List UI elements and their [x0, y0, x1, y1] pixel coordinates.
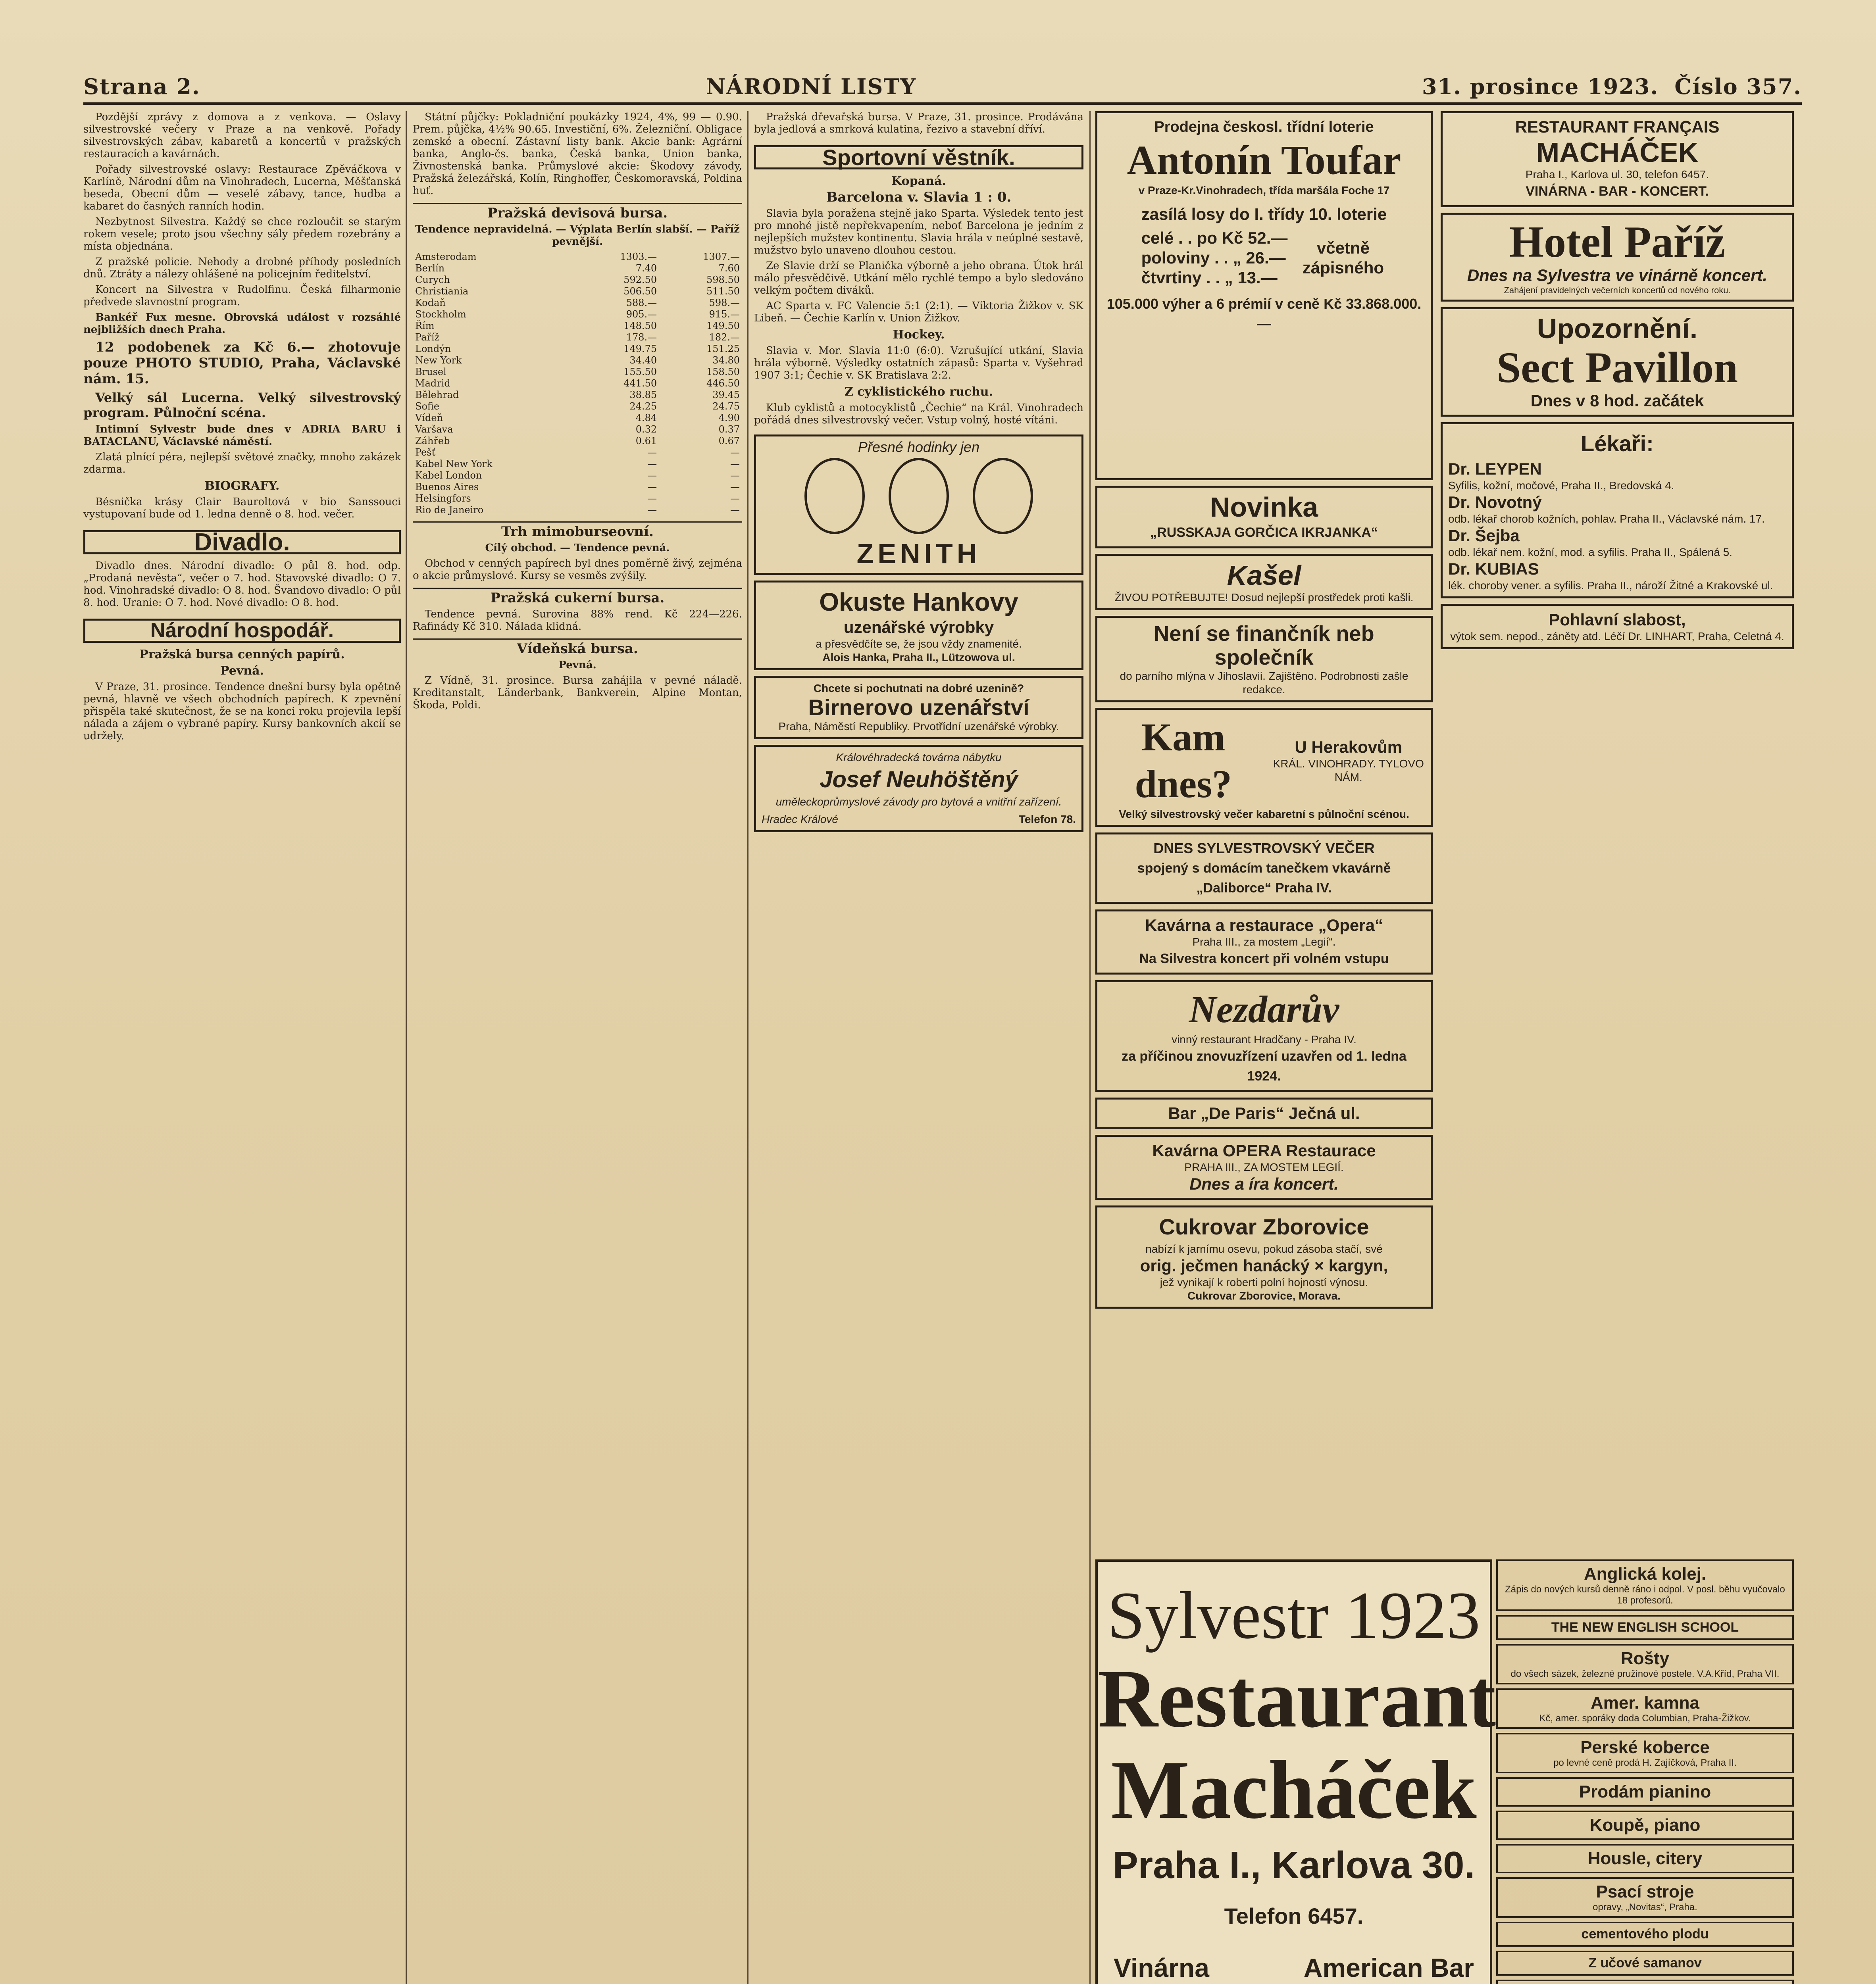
- classified-box: [1496, 1951, 1794, 1976]
- trh-sub: Cílý obchod. — Tendence pevná.: [485, 542, 670, 554]
- table-cell: Helsingfors: [415, 493, 471, 504]
- column-divider: [406, 111, 407, 1984]
- table-row: [413, 251, 742, 263]
- poh-title: Pohlavní slabost,: [1549, 610, 1686, 629]
- classified-ad: Velký sál Lucerna. Velký silvestrovský program. Půlnoční scéna.: [83, 390, 401, 420]
- sylvestr-line-1: Sylvestr 1923: [1107, 1578, 1480, 1653]
- cukr-heading: Pražská cukerní bursa.: [413, 588, 742, 604]
- table-cell: 1303.—: [620, 251, 657, 262]
- sport-heading: Sportovní věstník.: [754, 145, 1083, 169]
- toufar-price-block: [1103, 228, 1425, 288]
- table-cell: 149.50: [706, 320, 740, 331]
- neuh-footer: [762, 813, 1076, 826]
- table-row: [413, 343, 742, 355]
- table-cell: 0.37: [718, 424, 740, 435]
- ads-column-a: [1095, 111, 1433, 1314]
- opera-ad: [1095, 909, 1433, 975]
- neuh-city: Hradec Králové: [762, 813, 838, 825]
- sylvestr-line-2: Restaurant: [1098, 1653, 1496, 1745]
- table-cell: 7.60: [718, 263, 740, 274]
- classified-box: [1496, 1922, 1794, 1947]
- doctor-name: Dr. Šejba: [1448, 526, 1520, 545]
- cyklo-text: Klub cyklistů a motocyklistů „Čechie“ na Král. Vinohradech pořádá dnes silvestrovský večer. Vstup volný, hosté vítáni.: [754, 402, 1083, 426]
- table-cell: Paříž: [415, 332, 440, 343]
- hospodar-text: V Praze, 31. prosince. Tendence dnešní bursy byla opětně pevná, hlavně ve všech obchodních papírech. K zpevnění přispěla také skutečnost, že se na konci roku projevila lepší nálada a zájem o vybrané papíry. Kursy bankovních akcií se udržely.: [83, 681, 401, 742]
- classified-ad: Intimní Sylvestr bude dnes v ADRIA BARU i BATACLANU, Václavské náměstí.: [83, 423, 401, 448]
- housle-title: Housle, citery: [1587, 1849, 1703, 1868]
- bursa-text: Státní půjčky: Pokladniční poukázky 1924, 4%, 99 — 0.90. Prem. půjčka, 4½% 90.65. Investiční, 6%. Železniční. Obligace zemské a obecní. Zástavní listy bank. Akcie bank: Agrární banka, Anglo-čs. banka, Česká banka, Union banka, Živnostenská banka. Průmyslové akcie: Škodovy závody, Pražská železářská, Kolín, Ringhoffer, Českomoravská, Poldina huť.: [413, 111, 742, 197]
- table-row: [413, 355, 742, 366]
- table-cell: 7.40: [635, 263, 657, 274]
- sylvestr-services: [1098, 1953, 1490, 1983]
- news-paragraph: Nezbytnost Silvestra. Každý se chce rozloučit se starým rokem vesele; proto jsou všechny sály předem rozebrány a místa objednána.: [83, 216, 401, 252]
- classified-box: [1496, 1980, 1794, 1984]
- toufar-ad: [1095, 111, 1433, 480]
- birner-head: Chcete si pochutnati na dobré uzenině?: [813, 682, 1024, 694]
- classified-box: [1496, 1644, 1794, 1684]
- toufar-address: v Praze-Kr.Vinohradech, třída maršála Foche 17: [1138, 184, 1390, 196]
- toufar-price-row: poloviny . . „ 26.—: [1141, 248, 1286, 267]
- kam-text: Velký silvestrovský večer kabaretní s půlnoční scénou.: [1119, 808, 1409, 820]
- table-cell: Buenos Aires: [415, 481, 479, 492]
- table-cell: Brusel: [415, 366, 446, 377]
- sport-subheading: Kopaná.: [891, 174, 946, 188]
- toufar-win: 105.000 výher a 6 prémií v ceně Kč 33.868.000.—: [1106, 296, 1422, 332]
- sylvestr-restaurant-ad: [1095, 1559, 1496, 1984]
- doctor-name: Dr. Novotný: [1448, 493, 1542, 511]
- table-cell: 24.25: [629, 401, 657, 412]
- table-cell: 182.—: [709, 332, 740, 343]
- classified-box: [1496, 1733, 1794, 1773]
- koupe-title: Koupě, piano: [1589, 1815, 1701, 1835]
- table-cell: 148.50: [623, 320, 657, 331]
- sylvestr-address: Praha I., Karlova 30.: [1112, 1844, 1475, 1886]
- table-cell: 155.50: [623, 366, 657, 377]
- amer-title: Amer. kamna: [1591, 1693, 1699, 1713]
- sylvestr-line-3: Macháček: [1111, 1744, 1477, 1836]
- classified-box: [1496, 1615, 1794, 1640]
- doctor-name: Dr. LEYPEN: [1448, 459, 1542, 478]
- hotel-pariz-ad: [1441, 213, 1794, 302]
- table-cell: —: [730, 458, 740, 469]
- table-row: [413, 378, 742, 389]
- watch-icon: [762, 458, 1076, 534]
- hotel-title: Hotel Paříž: [1509, 217, 1726, 267]
- hankovy-ad: [754, 581, 1083, 670]
- table-cell: Kabel New York: [415, 458, 493, 469]
- table-row: [413, 297, 742, 309]
- sport-results: AC Sparta v. FC Valencie 5:1 (2:1). — Víktoria Žižkov v. SK Libeň. — Čechie Karlín v. Union Žižkov.: [754, 300, 1083, 324]
- hockey-heading: Hockey.: [893, 328, 945, 342]
- kam-info: [1272, 737, 1425, 784]
- classified-box: [1496, 1559, 1794, 1611]
- table-cell: —: [730, 447, 740, 458]
- table-row: [413, 447, 742, 458]
- toufar-price-row: celé . . po Kč 52.—: [1141, 229, 1288, 247]
- table-cell: 24.75: [712, 401, 740, 412]
- franc-sub: VINÁRNA - BAR - KONCERT.: [1526, 184, 1709, 199]
- nezdaru-text: vinný restaurant Hradčany - Praha IV.: [1172, 1033, 1356, 1046]
- table-cell: —: [647, 470, 657, 481]
- sylvestr-vinarna: Vinárna: [1114, 1953, 1209, 1982]
- column-divider: [1089, 111, 1091, 1984]
- table-cell: Záhřeb: [415, 435, 450, 446]
- sport-text: Slavia byla poražena stejně jako Sparta. Výsledek tento jest pro mnohé jistě nepřekvapením, neboť Barcelona je jedním z nejlepších mužstev kontinentu. Slavia hrála v neúplné sestavě, mužstvo bylo unaveno dlouhou cestou.: [754, 208, 1083, 256]
- birner-text: Praha, Náměstí Republiky. Prvotřídní uzenářské výrobky.: [778, 720, 1059, 732]
- biography-text: Bésnička krásy Clair Bauroltová v bio Sanssouci vystupovaní bude od 1. ledna denně o 8. hod. večer.: [83, 496, 401, 520]
- table-cell: Rio de Janeiro: [415, 504, 484, 515]
- birner-ad: [754, 676, 1083, 739]
- table-cell: Bělehrad: [415, 389, 459, 400]
- doctor-text: odb. lékař chorob kožních, pohlav. Praha II., Václavské nám. 17.: [1448, 513, 1765, 525]
- table-cell: 151.25: [706, 343, 740, 354]
- table-row: [413, 320, 742, 332]
- birner-title: Birnerovo uzenářství: [808, 695, 1029, 720]
- opera-text: Praha III., za mostem „Legií“.: [1192, 936, 1336, 948]
- table-cell: 39.45: [712, 389, 740, 400]
- table-cell: 588.—: [626, 297, 657, 308]
- franc-address: Praha I., Karlova ul. 30, telefon 6457.: [1525, 168, 1709, 181]
- news-column-1: [83, 111, 401, 1984]
- table-row: [413, 366, 742, 378]
- table-row: [413, 389, 742, 401]
- opera2-dnes: Dnes a íra koncert.: [1189, 1175, 1339, 1193]
- table-cell: —: [730, 470, 740, 481]
- table-cell: Pešť: [415, 447, 436, 458]
- viden-text: Z Vídně, 31. prosince. Bursa zahájila v pevné náladě. Kreditanstalt, Länderbank, Bankverein, Alpine Montan, Škoda, Poldi.: [413, 675, 742, 711]
- perse-title: Perské koberce: [1580, 1738, 1710, 1757]
- sylvestr-telephone: Telefon 6457.: [1224, 1903, 1364, 1928]
- table-cell: —: [647, 504, 657, 515]
- nezdaru-sub: za příčinou znovuzřízení uzavřen od 1. ledna 1924.: [1122, 1049, 1407, 1084]
- doctor-text: odb. lékař nem. kožní, mod. a syfilis. Praha II., Spálená 5.: [1448, 546, 1732, 558]
- table-cell: 446.50: [706, 378, 740, 389]
- table-row: [413, 424, 742, 435]
- angl-text: Zápis do nových kursů denně ráno i odpol. V posl. běhu vyučovalo 18 profesorů.: [1505, 1584, 1785, 1606]
- cement-title: cementového plodu: [1581, 1926, 1709, 1942]
- classified-ad: 12 podobenek za Kč 6.— zhotovuje pouze PHOTO STUDIO, Praha, Václavské nám. 15.: [83, 339, 401, 387]
- table-cell: Řím: [415, 320, 435, 331]
- zenith-brand: ZENITH: [856, 538, 981, 569]
- dnes-text: spojený s domácím tanečkem vkavárně „Daliborce“ Praha IV.: [1137, 861, 1391, 896]
- neni-title: Není se finančník neb společník: [1154, 622, 1374, 669]
- classified-ad: Zlatá plnící péra, nejlepší světové značky, mnoho zakázek zdarma.: [83, 451, 401, 475]
- table-cell: 905.—: [626, 309, 657, 320]
- zbor-sign: Cukrovar Zborovice, Morava.: [1187, 1290, 1341, 1302]
- hospodar-heading: Národní hospodář.: [83, 619, 401, 643]
- pohlavni-ad: [1441, 604, 1794, 649]
- news-paragraph: Z pražské policie. Nehody a drobné příhody posledních dnů. Ztráty a nálezy ohlášené na policejním ředitelství.: [83, 256, 401, 280]
- toufar-prices: [1141, 228, 1288, 288]
- kam-row: [1103, 714, 1425, 807]
- table-cell: 511.50: [706, 286, 740, 297]
- trh-text: Obchod v cenných papírech byl dnes poměrně živý, zejména o akcie průmyslové. Kursy se vesměs zvýšily.: [413, 558, 742, 582]
- zbor-title: Cukrovar Zborovice: [1159, 1214, 1369, 1239]
- table-cell: 441.50: [623, 378, 657, 389]
- table-row: [413, 286, 742, 297]
- table-row: [413, 412, 742, 424]
- table-row: [413, 332, 742, 343]
- table-cell: Madrid: [415, 378, 450, 389]
- table-row: [413, 470, 742, 481]
- table-cell: 598.50: [706, 274, 740, 285]
- sylvestr-bar: American Bar: [1303, 1953, 1474, 1982]
- viden-heading: Vídeňská bursa.: [413, 638, 742, 655]
- table-row: [413, 263, 742, 274]
- dnes-title: DNES SYLVESTROVSKÝ VEČER: [1153, 840, 1375, 856]
- divadlo-text: Divadlo dnes. Národní divadlo: O půl 8. hod. odp. „Prodaná nevěsta“, večer o 7. hod. Stavovské divadlo: O 7. hod. Vinohradské divadlo: O 8. hod. Švandovo divadlo: O půl 8. hod. Uranie: O 7. hod. Nové divadlo: O 8. hod.: [83, 560, 401, 609]
- psaci-text: opravy, „Novitas“, Praha.: [1593, 1902, 1697, 1913]
- table-cell: 178.—: [626, 332, 657, 343]
- table-cell: 34.80: [712, 355, 740, 366]
- amer-text: Kč, amer. sporáky doda Columbian, Praha-Žižkov.: [1539, 1713, 1751, 1724]
- hospodar-subheading: Pražská bursa cenných papírů.: [139, 648, 345, 661]
- upoz-title: Upozornění.: [1537, 313, 1698, 344]
- table-row: [413, 435, 742, 447]
- table-cell: 598.—: [709, 297, 740, 308]
- devisa-heading: Pražská devisová bursa.: [413, 203, 742, 219]
- table-row: [413, 309, 742, 320]
- lekari-ad: [1441, 422, 1794, 598]
- table-cell: Varšava: [415, 424, 453, 435]
- header-date-issue: [1422, 74, 1802, 99]
- sport-text-2: Ze Slavie drží se Planička výborně a jeho obrana. Útok hrál málo přesvědčivě. Utkání mělo rychlé tempo a bylo sledováno velkým počtem diváků.: [754, 260, 1083, 296]
- table-cell: Stockholm: [415, 309, 466, 320]
- table-cell: 149.75: [623, 343, 657, 354]
- divadlo-heading: Divadlo.: [83, 530, 401, 554]
- table-row: [413, 401, 742, 412]
- neuh-text-2: uměleckoprůmyslové závody pro bytová a vnitřní zařízení.: [775, 796, 1062, 808]
- toufar-text: zasílá losy do I. třídy 10. loterie: [1141, 205, 1387, 223]
- hankovy-name: Alois Hanka, Praha II., Lützowova ul.: [822, 651, 1015, 663]
- ads-column-b: [1441, 111, 1794, 655]
- opera-title: Kavárna a restaurace „Opera“: [1145, 916, 1383, 934]
- table-row: [413, 493, 742, 504]
- table-cell: —: [730, 481, 740, 492]
- small-classified-ads: [1496, 1559, 1794, 1984]
- psaci-title: Psací stroje: [1596, 1882, 1694, 1901]
- table-cell: —: [647, 481, 657, 492]
- table-cell: 4.84: [635, 412, 657, 423]
- franc-title: RESTAURANT FRANÇAIS: [1515, 117, 1720, 136]
- doctor-text: Syfilis, kožní, močové, Praha II., Bredovská 4.: [1448, 479, 1674, 492]
- toufar-top: Prodejna českosl. třídní loterie: [1154, 119, 1374, 135]
- table-cell: Christiania: [415, 286, 469, 297]
- neuh-text-1: Královéhradecká továrna nábytku: [836, 751, 1002, 763]
- hankovy-text: a přesvědčíte se, že jsou vždy znamenité.: [816, 638, 1022, 650]
- table-cell: Kabel London: [415, 470, 482, 481]
- news-paragraph: Koncert na Silvestra v Rudolfinu. Česká filharmonie předvede slavnostní program.: [83, 284, 401, 308]
- kasel-ad: [1095, 554, 1433, 610]
- zucov-title: Z učové samanov: [1588, 1955, 1702, 1971]
- table-cell: 915.—: [709, 309, 740, 320]
- hospodar-tendency: Pevná.: [220, 664, 264, 678]
- classified-box: [1496, 1811, 1794, 1840]
- dnes-ad: [1095, 832, 1433, 904]
- table-cell: 0.67: [718, 435, 740, 446]
- nezdaru-title: Nezdarův: [1189, 988, 1339, 1030]
- angl-title: Anglická kolej.: [1584, 1564, 1707, 1584]
- sylvestr-body: [1098, 1562, 1496, 1984]
- table-cell: 0.32: [635, 424, 657, 435]
- table-cell: —: [647, 447, 657, 458]
- table-cell: Sofie: [415, 401, 440, 412]
- wood-market-text: Pražská dřevařská bursa. V Praze, 31. prosince. Prodávána byla jedlová a smrková kulatina, řezivo a stavební dříví.: [754, 111, 1083, 135]
- francais-ad: [1441, 111, 1794, 207]
- kasel-title: Kašel: [1227, 560, 1301, 591]
- table-cell: Berlín: [415, 263, 445, 274]
- neuhostene-ad: [754, 745, 1083, 832]
- trh-heading: Trh mimoburseovní.: [413, 521, 742, 538]
- new-english-title: THE NEW ENGLISH SCHOOL: [1551, 1620, 1739, 1635]
- kasel-text: ŽIVOU POTŘEBUJTE! Dosud nejlepší prostředek proti kašli.: [1114, 591, 1414, 604]
- classified-box: [1496, 1688, 1794, 1729]
- zbor-text-2: jež vynikají k roberti polní hojností výnosu.: [1160, 1276, 1368, 1288]
- table-cell: 34.40: [629, 355, 657, 366]
- sect-sub: Dnes v 8 hod. začátek: [1530, 391, 1704, 410]
- opera2-sub: PRAHA III., ZA MOSTEM LEGIÍ.: [1184, 1161, 1344, 1173]
- table-cell: 592.50: [623, 274, 657, 285]
- hotel-text: Zahájení pravidelných večerních koncertů od nového roku.: [1504, 285, 1731, 295]
- neuh-tel: Telefon 78.: [1018, 813, 1076, 825]
- biography-heading: BIOGRAFY.: [204, 479, 280, 493]
- opera2-ad: [1095, 1135, 1433, 1200]
- zenith-ad: [754, 434, 1083, 575]
- doctor-name: Dr. KUBIAS: [1448, 559, 1539, 578]
- table-cell: Curych: [415, 274, 450, 285]
- novinka-title: Novinka: [1210, 492, 1318, 523]
- hankovy-title: Okuste Hankovy: [819, 588, 1018, 616]
- prodam-title: Prodám pianino: [1579, 1782, 1711, 1801]
- neuh-name: Josef Neuhöštěný: [820, 767, 1018, 792]
- neni-text: do parního mlýna v Jihoslavii. Zajištěno. Podrobnosti zašle redakce.: [1120, 670, 1408, 696]
- table-row: [413, 274, 742, 286]
- opera-sub: Na Silvestra koncert při volném vstupu: [1139, 951, 1389, 966]
- doctor-text: lék. choroby vener. a syfilis. Praha II., nároží Žitné a Krakovské ul.: [1448, 579, 1773, 592]
- sport-match: Barcelona v. Slavia 1 : 0.: [826, 189, 1012, 205]
- classified-box: [1496, 1777, 1794, 1807]
- table-cell: 506.50: [623, 286, 657, 297]
- table-cell: —: [730, 504, 740, 515]
- table-cell: —: [647, 458, 657, 469]
- kam-dnes-ad: [1095, 708, 1433, 827]
- opera2-title: Kavárna OPERA Restaurace: [1152, 1141, 1376, 1160]
- paris-title: Bar „De Paris“ Ječná ul.: [1168, 1104, 1360, 1123]
- issue-date: 31. prosince 1923.: [1422, 74, 1659, 99]
- kam-sub: KRÁL. VINOHRADY. TYLOVO NÁM.: [1273, 757, 1424, 783]
- lekari-title: Lékaři:: [1581, 431, 1654, 456]
- novinka-ad: [1095, 486, 1433, 548]
- table-cell: 38.85: [629, 389, 657, 400]
- news-column-3: [754, 111, 1083, 1984]
- table-cell: 158.50: [706, 366, 740, 377]
- classified-box: [1496, 1877, 1794, 1918]
- sect-ad: [1441, 307, 1794, 417]
- page-number: Strana 2.: [83, 74, 200, 99]
- neni-ad: [1095, 616, 1433, 702]
- classified-ad: Bankéř Fux mesne. Obrovská událost v rozsáhlé nejbližších dnech Praha.: [83, 311, 401, 336]
- franc-name: MACHÁČEK: [1536, 137, 1699, 168]
- zenith-tagline: Přesné hodinky jen: [858, 439, 980, 455]
- table-cell: Kodaň: [415, 297, 446, 308]
- devisa-table: [413, 251, 742, 516]
- table-cell: 1307.—: [703, 251, 740, 262]
- paris-ad: [1095, 1098, 1433, 1129]
- news-column-2: [413, 111, 742, 1984]
- column-intro: Pozdější zprávy z domova a z venkova. — Oslavy silvestrovské večery v Praze a na venkově. Pořady silvestrovských zábav, kabaretů a koncertů v pražských restauracích a kavárnách.: [83, 111, 401, 160]
- zbor-big: orig. ječmen hanácký × kargyn,: [1140, 1256, 1388, 1275]
- kam-name: U Herakovům: [1295, 738, 1403, 756]
- toufar-note: včetně zápisného: [1302, 238, 1384, 277]
- perse-text: po levné ceně prodá H. Zajíčková, Praha II.: [1553, 1757, 1737, 1768]
- hotel-sub: Dnes na Sylvestra ve vinárně koncert.: [1467, 266, 1768, 285]
- kam-title: Kam dnes?: [1135, 715, 1232, 806]
- hankovy-sub: uzenářské výrobky: [843, 618, 994, 636]
- issue-number: Číslo 357.: [1674, 74, 1802, 99]
- zborovice-ad: [1095, 1205, 1433, 1309]
- table-cell: —: [730, 493, 740, 504]
- table-cell: New York: [415, 355, 462, 366]
- column-divider: [747, 111, 748, 1984]
- cukr-text: Tendence pevná. Surovina 88% rend. Kč 224—226. Rafinády Kč 310. Nálada klidná.: [413, 608, 742, 632]
- news-paragraph: Pořady silvestrovské oslavy: Restaurace Zpěváčkova v Karlíně, Národní dům na Vinohradech, Lucerna, Měšťanská beseda, Obecní dům — veselé zábavy, tance, hudba a kabaret do časných ranních hodin.: [83, 163, 401, 212]
- masthead-title: NÁRODNÍ LISTY: [706, 74, 917, 99]
- table-cell: 4.90: [718, 412, 740, 423]
- page-header: [83, 67, 1802, 105]
- table-row: [413, 458, 742, 470]
- toufar-price-row: čtvrtiny . . „ 13.—: [1141, 268, 1278, 287]
- devisa-tendency: Tendence nepravidelná. — Výplata Berlín slabší. — Paříž pevnější.: [415, 223, 740, 248]
- classified-box: [1496, 1844, 1794, 1873]
- nezdaru-ad: [1095, 980, 1433, 1092]
- cyklo-heading: Z cyklistického ruchu.: [844, 385, 993, 399]
- table-cell: —: [647, 493, 657, 504]
- toufar-name: Antonín Toufar: [1127, 137, 1401, 183]
- poh-text: výtok sem. nepod., záněty atd. Léčí Dr. LINHART, Praha, Celetná 4.: [1450, 630, 1784, 642]
- table-row: [413, 481, 742, 493]
- table-cell: Amsterodam: [415, 251, 477, 262]
- table-row: [413, 504, 742, 516]
- rosty-text: do všech sázek, železné pružinové postele. V.A.Kříd, Praha VII.: [1510, 1669, 1780, 1679]
- zbor-text: nabízí k jarnímu osevu, pokud zásoba stačí, své: [1145, 1243, 1383, 1255]
- table-cell: Londýn: [415, 343, 451, 354]
- viden-sub: Pevná.: [558, 659, 596, 671]
- table-cell: 0.61: [635, 435, 657, 446]
- rosty-title: Rošty: [1620, 1649, 1670, 1668]
- hockey-text: Slavia v. Mor. Slavia 11:0 (6:0). Vzrušující utkání, Slavia hrála výborně. Výsledky ostatních zápasů: Sparta v. Vyšehrad 1907 3:1; Čechie v. SK Bratislava 2:2.: [754, 345, 1083, 381]
- table-cell: Vídeň: [415, 412, 443, 423]
- sect-title: Sect Pavillon: [1496, 343, 1738, 392]
- novinka-text: „RUSSKAJA GORČICA IKRJANKA“: [1150, 525, 1378, 540]
